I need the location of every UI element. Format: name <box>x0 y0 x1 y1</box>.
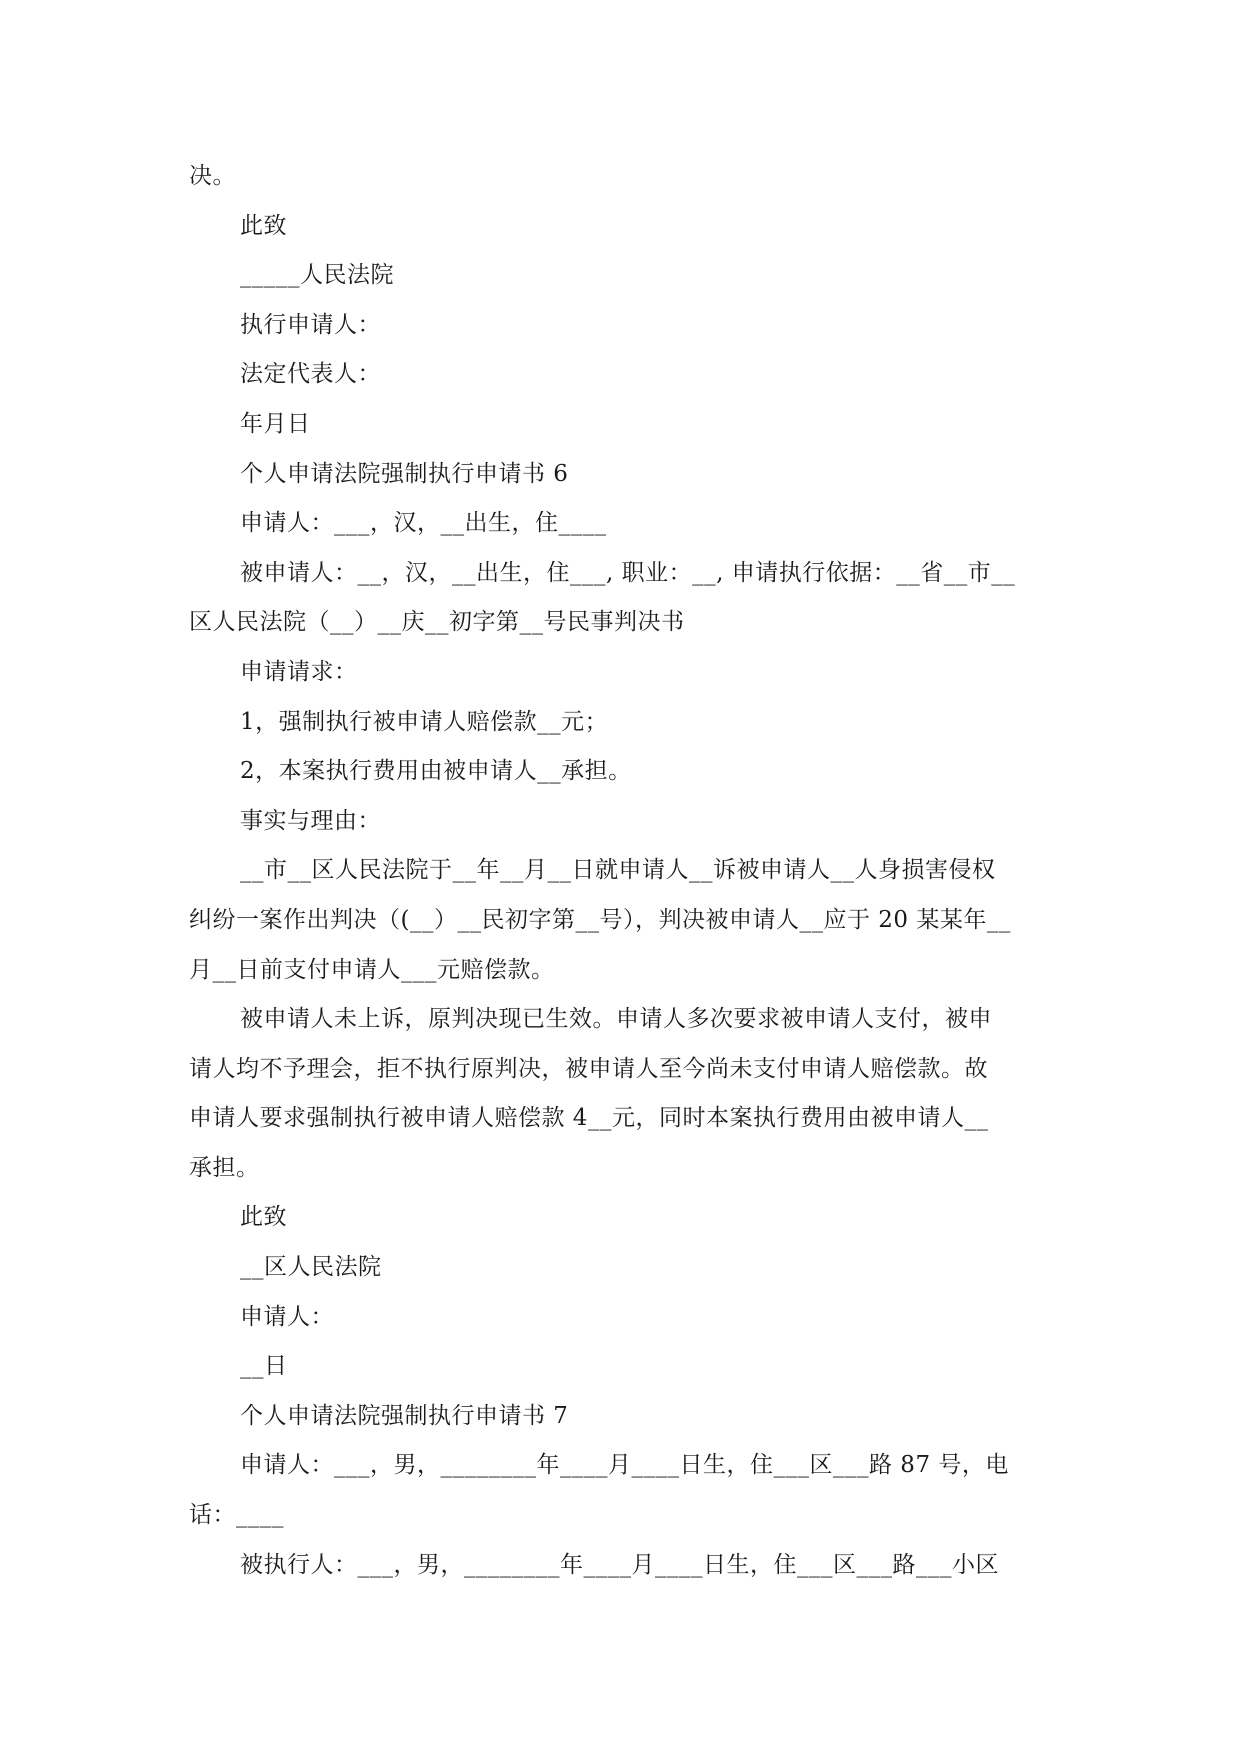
text-line: 年月日 <box>240 410 311 437</box>
text-line: 法定代表人： <box>240 361 381 388</box>
text-line: 申请人：___，汉，__出生，住____ <box>240 510 607 537</box>
section-heading: 个人申请法院强制执行申请书 7 <box>240 1402 569 1429</box>
text-line: 2，本案执行费用由被申请人__承担。 <box>240 758 632 785</box>
text-line: 被申请人未上诉，原判决现已生效。申请人多次要求被申请人支付，被申 <box>240 1006 992 1033</box>
text-line: 请人均不予理会，拒不执行原判决，被申请人至今尚未支付申请人赔偿款。故 <box>189 1055 988 1082</box>
document-body <box>189 152 1059 1590</box>
text-line: 1，强制执行被申请人赔偿款__元； <box>240 708 609 735</box>
text-line: 区人民法院（__）__庆__初字第__号民事判决书 <box>189 609 685 636</box>
text-line: 被执行人：___，男，________年____月____日生，住___区___路___小区 <box>240 1551 999 1578</box>
text-line: 执行申请人： <box>240 311 381 338</box>
text-line: 此致 <box>240 1204 287 1231</box>
text-line: __日 <box>240 1353 288 1380</box>
text-line: 申请人： <box>240 1303 334 1330</box>
text-line: 申请人：___，男，________年____月____日生，住___区___路 87 号，电 <box>240 1452 1009 1479</box>
text-line: 决。 <box>189 163 236 189</box>
text-line: 月__日前支付申请人___元赔偿款。 <box>189 956 555 983</box>
text-line: 被申请人：__，汉，__出生，住___, 职业：__, 申请执行依据：__省__市__ <box>240 559 1016 586</box>
text-line: 承担。 <box>189 1154 260 1181</box>
text-line: 申请请求： <box>240 658 358 685</box>
text-line: _____人民法院 <box>240 262 394 289</box>
section-heading: 个人申请法院强制执行申请书 6 <box>240 460 569 487</box>
text-line: __区人民法院 <box>240 1254 382 1281</box>
text-line: 纠纷一案作出判决（(__）__民初字第__号），判决被申请人__应于 20 某某年__ <box>189 906 1011 933</box>
text-line: 此致 <box>240 212 287 239</box>
text-line: __市__区人民法院于__年__月__日就申请人__诉被申请人__人身损害侵权 <box>240 857 996 884</box>
text-line: 申请人要求强制执行被申请人赔偿款 4__元，同时本案执行费用由被申请人__ <box>189 1105 989 1132</box>
text-line: 事实与理由： <box>240 807 381 834</box>
text-line: 话：____ <box>189 1502 284 1529</box>
